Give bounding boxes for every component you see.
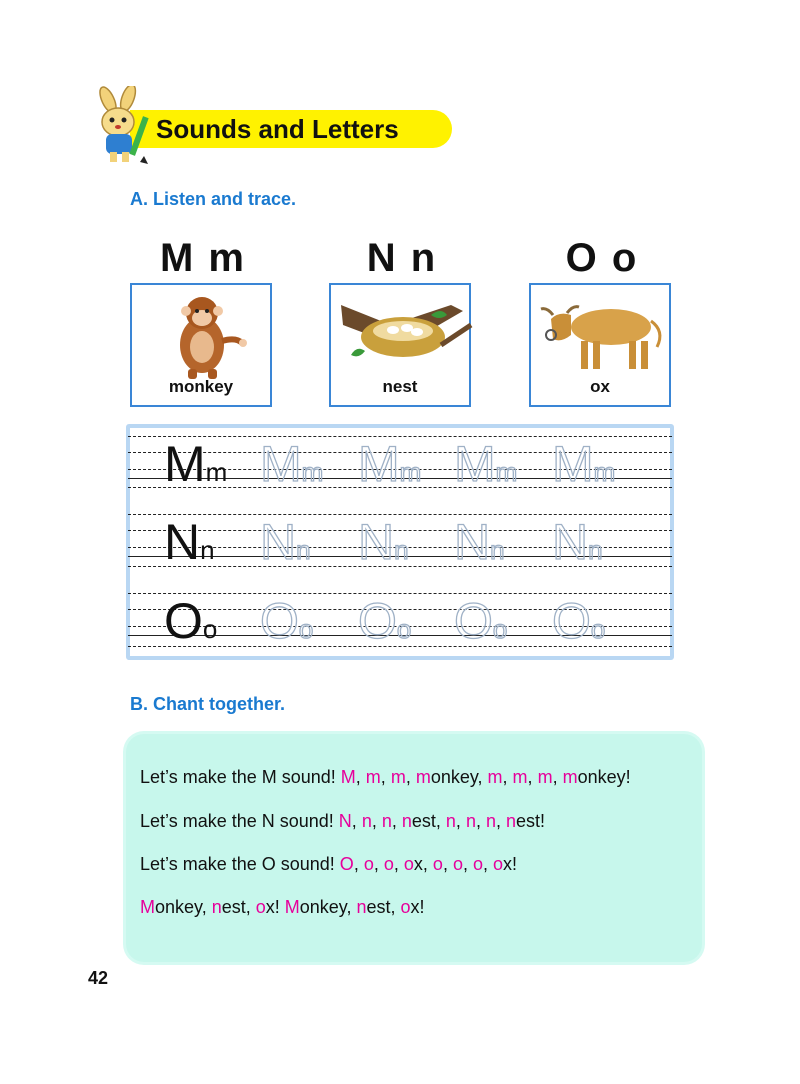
chant-text: , (483, 854, 494, 874)
chant-text: , (351, 811, 362, 831)
highlight-letter: o (472, 854, 483, 874)
highlight-letter: m (562, 767, 578, 787)
chant-text: , (391, 811, 402, 831)
highlight-letter: n (506, 811, 517, 831)
trace-letter-m[interactable]: Mm (260, 436, 324, 492)
highlight-letter: n (401, 811, 412, 831)
highlight-letter: o (432, 854, 443, 874)
trace-letter-n[interactable]: Nn (454, 514, 505, 570)
chant-text: , (442, 854, 453, 874)
highlight-letter: o (363, 854, 374, 874)
chant-text: Let’s make the M sound! (140, 767, 341, 787)
picture-card-nest (329, 283, 471, 407)
highlight-letter: o (403, 854, 414, 874)
page-title: Sounds and Letters (156, 114, 399, 144)
highlight-letter: O (339, 854, 354, 874)
word-ox: ox (590, 377, 610, 396)
trace-row-o (128, 589, 672, 651)
chant-text: est! (516, 811, 546, 831)
rabbit-mascot-icon (86, 86, 166, 166)
highlight-letter: n (356, 897, 367, 917)
chant-text: onkey, (155, 897, 212, 917)
highlight-letter: o (255, 897, 266, 917)
highlight-letter: m (390, 767, 406, 787)
chant-line-4 (140, 897, 425, 918)
chant-text: Let’s make the N sound! (140, 811, 339, 831)
highlight-letter: m (512, 767, 528, 787)
model-letter-m: Mm (164, 436, 228, 492)
word-nest: nest (382, 377, 418, 396)
chant-text: , (373, 854, 384, 874)
trace-letter-m[interactable]: Mm (552, 436, 616, 492)
model-letter-n: Nn (164, 514, 215, 570)
highlight-letter: o (400, 897, 411, 917)
chant-text: , (495, 811, 506, 831)
highlight-letter: m (365, 767, 381, 787)
chant-text: , (475, 811, 486, 831)
trace-row-m (128, 432, 672, 494)
chant-text: , (393, 854, 404, 874)
chant-text: est, (366, 897, 401, 917)
chant-text: Let’s make the O sound! (140, 854, 340, 874)
chant-text: , (355, 767, 366, 787)
section-a-label: A. Listen and trace. (130, 189, 297, 209)
highlight-letter: m (487, 767, 503, 787)
chant-text: , (380, 767, 391, 787)
picture-card-ox (529, 283, 671, 407)
chant-text: , (527, 767, 538, 787)
chant-text: , (502, 767, 513, 787)
highlight-letter: n (361, 811, 372, 831)
chant-text: , (462, 854, 473, 874)
trace-letter-o[interactable]: Oo (552, 593, 606, 649)
highlight-letter: n (211, 897, 222, 917)
trace-letter-o[interactable]: Oo (358, 593, 412, 649)
chant-text: , (552, 767, 563, 787)
chant-text: x! (265, 897, 285, 917)
chant-text: onkey, (430, 767, 488, 787)
chant-text: x! (503, 854, 518, 874)
word-monkey: monkey (168, 377, 234, 396)
highlight-letter: o (383, 854, 394, 874)
trace-letter-n[interactable]: Nn (358, 514, 409, 570)
highlight-letter: n (485, 811, 496, 831)
page-number: 42 (88, 968, 109, 988)
trace-letter-n[interactable]: Nn (552, 514, 603, 570)
highlight-letter: M (340, 767, 356, 787)
model-letter-o: Oo (164, 593, 218, 649)
highlight-letter: m (415, 767, 431, 787)
chant-text: , (371, 811, 382, 831)
highlight-letter: M (284, 897, 300, 917)
chant-text: , (353, 854, 364, 874)
highlight-letter: o (493, 854, 504, 874)
chant-text: onkey! (577, 767, 631, 787)
section-b-label: B. Chant together. (130, 694, 286, 714)
highlight-letter: n (445, 811, 456, 831)
letter-pair-n: N n (366, 236, 438, 280)
chant-line-3 (140, 854, 517, 875)
trace-letter-o[interactable]: Oo (260, 593, 314, 649)
highlight-letter: o (452, 854, 463, 874)
highlight-letter: n (381, 811, 392, 831)
highlight-letter: M (140, 897, 155, 917)
chant-text: , (455, 811, 466, 831)
chant-text: est, (221, 897, 256, 917)
trace-letter-o[interactable]: Oo (454, 593, 508, 649)
trace-letter-n[interactable]: Nn (260, 514, 311, 570)
picture-card-monkey (130, 283, 272, 407)
chant-text: x! (410, 897, 425, 917)
chant-text: x, (413, 854, 433, 874)
trace-letter-m[interactable]: Mm (454, 436, 518, 492)
letter-pair-m: M m (160, 236, 246, 280)
letter-pair-o: O o (565, 236, 639, 280)
chant-text: onkey, (299, 897, 357, 917)
trace-row-n (128, 510, 672, 572)
highlight-letter: m (537, 767, 553, 787)
trace-letter-m[interactable]: Mm (358, 436, 422, 492)
highlight-letter: N (338, 811, 352, 831)
chant-text: , (405, 767, 416, 787)
chant-line-2 (140, 811, 545, 832)
chant-text: est, (411, 811, 446, 831)
highlight-letter: n (465, 811, 476, 831)
chant-line-1 (140, 767, 631, 788)
